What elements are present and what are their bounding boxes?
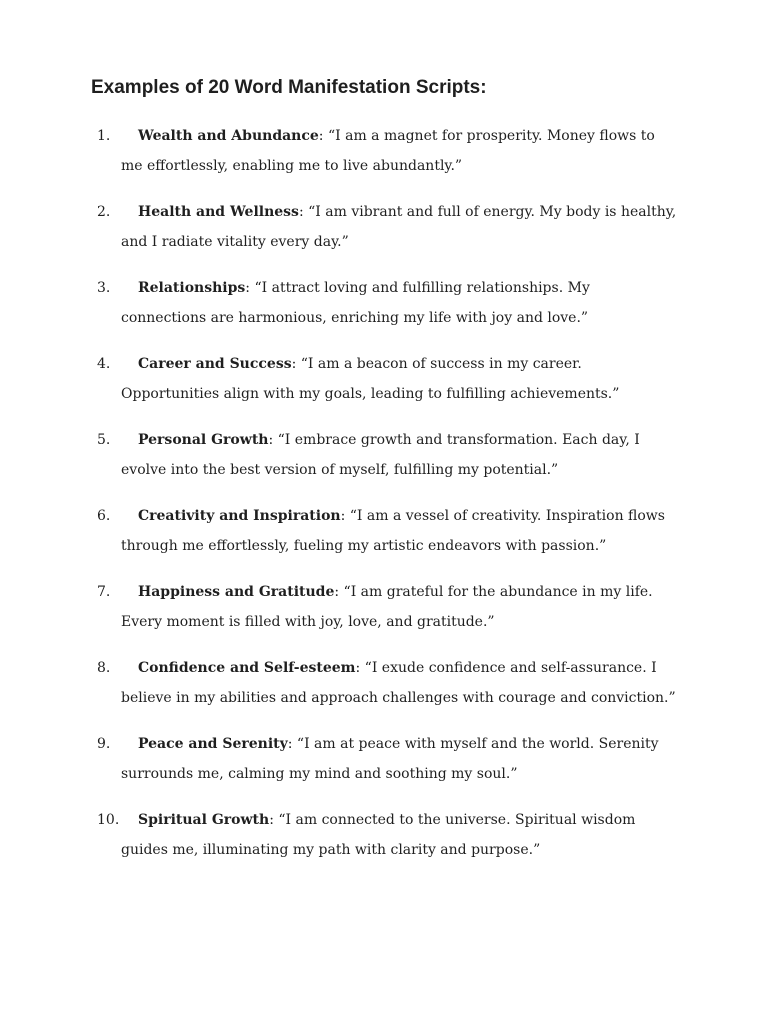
list-item-body: : “I am a beacon of success in my career. Opportunities align with my goals, leading to fulfilling achievements.”	[121, 356, 620, 402]
list-item-body: : “I am a vessel of creativity. Inspiration flows through me effortlessly, fueling my artistic endeavors with passion.”	[121, 508, 665, 554]
list-item	[0, 350, 768, 409]
list-item	[0, 198, 768, 257]
list-item-text	[121, 578, 677, 637]
list-item-text	[121, 654, 677, 713]
list-item-number: 9.	[97, 736, 111, 752]
list-item-text	[121, 502, 677, 561]
list-item-number: 4.	[97, 356, 111, 372]
list-item-body: : “I exude confidence and self-assurance. I believe in my abilities and approach challenges with courage and conviction.”	[121, 660, 676, 706]
list-item-heading: Relationships	[138, 280, 246, 296]
list-item-text	[121, 274, 677, 333]
list-item-heading: Wealth and Abundance	[138, 128, 319, 144]
list-item-number: 1.	[97, 128, 111, 144]
list-item-text	[121, 350, 677, 409]
list-item	[0, 274, 768, 333]
list-item-body: : “I am grateful for the abundance in my life. Every moment is filled with joy, love, and gratitude.”	[121, 584, 653, 630]
list-item-text	[121, 806, 677, 865]
list-item-number: 8.	[97, 660, 111, 676]
list-item-body: : “I am at peace with myself and the world. Serenity surrounds me, calming my mind and soothing my soul.”	[121, 736, 659, 782]
list-item-heading: Career and Success	[138, 356, 292, 372]
list-item-heading: Personal Growth	[138, 432, 269, 448]
list-item-body: : “I am connected to the universe. Spiritual wisdom guides me, illuminating my path with clarity and purpose.”	[121, 812, 636, 858]
list-item-number: 10.	[97, 812, 120, 828]
list-item-text	[121, 730, 677, 789]
list-item-body: : “I embrace growth and transformation. Each day, I evolve into the best version of myself, fulfilling my potential.”	[121, 432, 640, 478]
list-item-heading: Spiritual Growth	[138, 812, 270, 828]
list-item-text	[121, 198, 677, 257]
list-item	[0, 122, 768, 181]
list-item-heading: Confidence and Self-esteem	[138, 660, 356, 676]
list-item	[0, 730, 768, 789]
list-item	[0, 502, 768, 561]
list-item	[0, 654, 768, 713]
list-item-number: 2.	[97, 204, 111, 220]
list-item-number: 5.	[97, 432, 111, 448]
list-item-number: 7.	[97, 584, 111, 600]
list-item-heading: Health and Wellness	[138, 204, 299, 220]
list-item-number: 3.	[97, 280, 111, 296]
manifestation-script-list	[0, 122, 768, 882]
list-item-text	[121, 122, 677, 181]
list-item-body: : “I am a magnet for prosperity. Money flows to me effortlessly, enabling me to live abundantly.”	[121, 128, 655, 174]
list-item-heading: Creativity and Inspiration	[138, 508, 341, 524]
list-item	[0, 578, 768, 637]
list-item-heading: Happiness and Gratitude	[138, 584, 335, 600]
list-item-number: 6.	[97, 508, 111, 524]
list-item-text	[121, 426, 677, 485]
list-item	[0, 806, 768, 865]
list-item-body: : “I am vibrant and full of energy. My body is healthy, and I radiate vitality every day.”	[121, 204, 677, 250]
list-item-body: : “I attract loving and fulfilling relationships. My connections are harmonious, enriching my life with joy and love.”	[121, 280, 590, 326]
list-item	[0, 426, 768, 485]
document-title: Examples of 20 Word Manifestation Scripts:	[91, 77, 487, 98]
list-item-heading: Peace and Serenity	[138, 736, 288, 752]
